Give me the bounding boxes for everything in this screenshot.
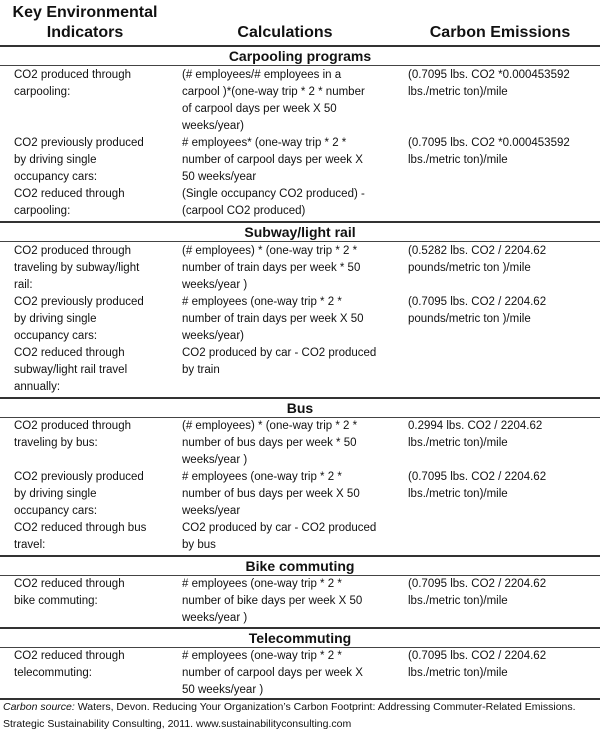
indicator-cell: CO2 previously produced by driving single occupancy cars: (14, 471, 144, 517)
header-emissions: Carbon Emissions (429, 24, 571, 41)
calculation-cell: # employees (one-way trip * 2 * number of bike days per week X 50 weeks/year ) (182, 578, 363, 624)
calculation-cell: # employees (one-way trip * 2 * number of carpool days per week X 50 weeks/year ) (182, 650, 363, 696)
calculation-cell: (# employees) * (one-way trip * 2 * number of bus days per week * 50 weeks/year ) (182, 420, 358, 466)
indicator-cell: CO2 reduced through carpooling: (14, 188, 125, 217)
indicator-cell: CO2 reduced through subway/light rail travel annually: (14, 347, 128, 393)
emissions-cell: (0.5282 lbs. CO2 / 2204.62 pounds/metric ton )/mile (408, 245, 547, 274)
indicator-cell: CO2 previously produced by driving single occupancy cars: (14, 296, 144, 342)
calculation-cell: CO2 produced by car - CO2 produced by bus (182, 522, 377, 551)
source-label: Carbon source: (3, 701, 75, 713)
source-citation (3, 699, 598, 733)
indicator-cell: CO2 produced through traveling by subway/light rail: (14, 245, 140, 291)
indicator-cell: CO2 produced through carpooling: (14, 69, 131, 98)
emissions-cell: (0.7095 lbs. CO2 *0.000453592 lbs./metric ton)/mile (408, 137, 570, 166)
emissions-cell: (0.7095 lbs. CO2 / 2204.62 lbs./metric ton)/mile (408, 650, 547, 679)
emissions-cell: 0.2994 lbs. CO2 / 2204.62 lbs./metric ton)/mile (408, 420, 543, 449)
calculation-cell: CO2 produced by car - CO2 produced by train (182, 347, 377, 376)
emissions-cell: (0.7095 lbs. CO2 *0.000453592 lbs./metric ton)/mile (408, 69, 570, 98)
indicator-cell: CO2 reduced through bus travel: (14, 522, 147, 551)
calculation-cell: # employees (one-way trip * 2 * number of train days per week X 50 weeks/year) (182, 296, 364, 342)
calculation-cell: # employees* (one-way trip * 2 * number of carpool days per week X 50 weeks/year (182, 137, 363, 183)
calculation-cell: (Single occupancy CO2 produced) - (carpool CO2 produced) (182, 188, 365, 217)
section-title: Carpooling programs (228, 48, 372, 64)
emissions-cell: (0.7095 lbs. CO2 / 2204.62 lbs./metric ton)/mile (408, 471, 547, 500)
calculation-cell: (# employees) * (one-way trip * 2 * number of train days per week * 50 weeks/year ) (182, 245, 361, 291)
section-title: Subway/light rail (244, 224, 356, 240)
indicator-cell: CO2 previously produced by driving single occupancy cars: (14, 137, 144, 183)
indicator-cell: CO2 reduced through bike commuting: (14, 578, 125, 607)
section-title: Bus (286, 400, 314, 416)
header-calculations: Calculations (237, 24, 333, 41)
indicator-cell: CO2 produced through traveling by bus: (14, 420, 131, 449)
header-indicators: Key Environmental Indicators (12, 4, 158, 41)
calculation-cell: # employees (one-way trip * 2 * number of bus days per week X 50 weeks/year (182, 471, 360, 517)
indicator-cell: CO2 reduced through telecommuting: (14, 650, 125, 679)
source-text: Waters, Devon. Reducing Your Organization’s Carbon Footprint: Addressing Commuter-Related Emissions. Strategic Sustainability Consulting, 2011. www.sustainabilityconsulting.com (3, 701, 576, 730)
calculation-cell: (# employees/# employees in a carpool )*(one-way trip * 2 * number of carpool days per week X 50 weeks/year) (182, 69, 365, 132)
emissions-cell: (0.7095 lbs. CO2 / 2204.62 pounds/metric ton )/mile (408, 296, 547, 325)
emissions-cell: (0.7095 lbs. CO2 / 2204.62 lbs./metric ton)/mile (408, 578, 547, 607)
section-title: Bike commuting (245, 558, 355, 574)
section-rule (0, 241, 600, 242)
section-title: Telecommuting (248, 630, 352, 646)
section-rule (0, 65, 600, 66)
